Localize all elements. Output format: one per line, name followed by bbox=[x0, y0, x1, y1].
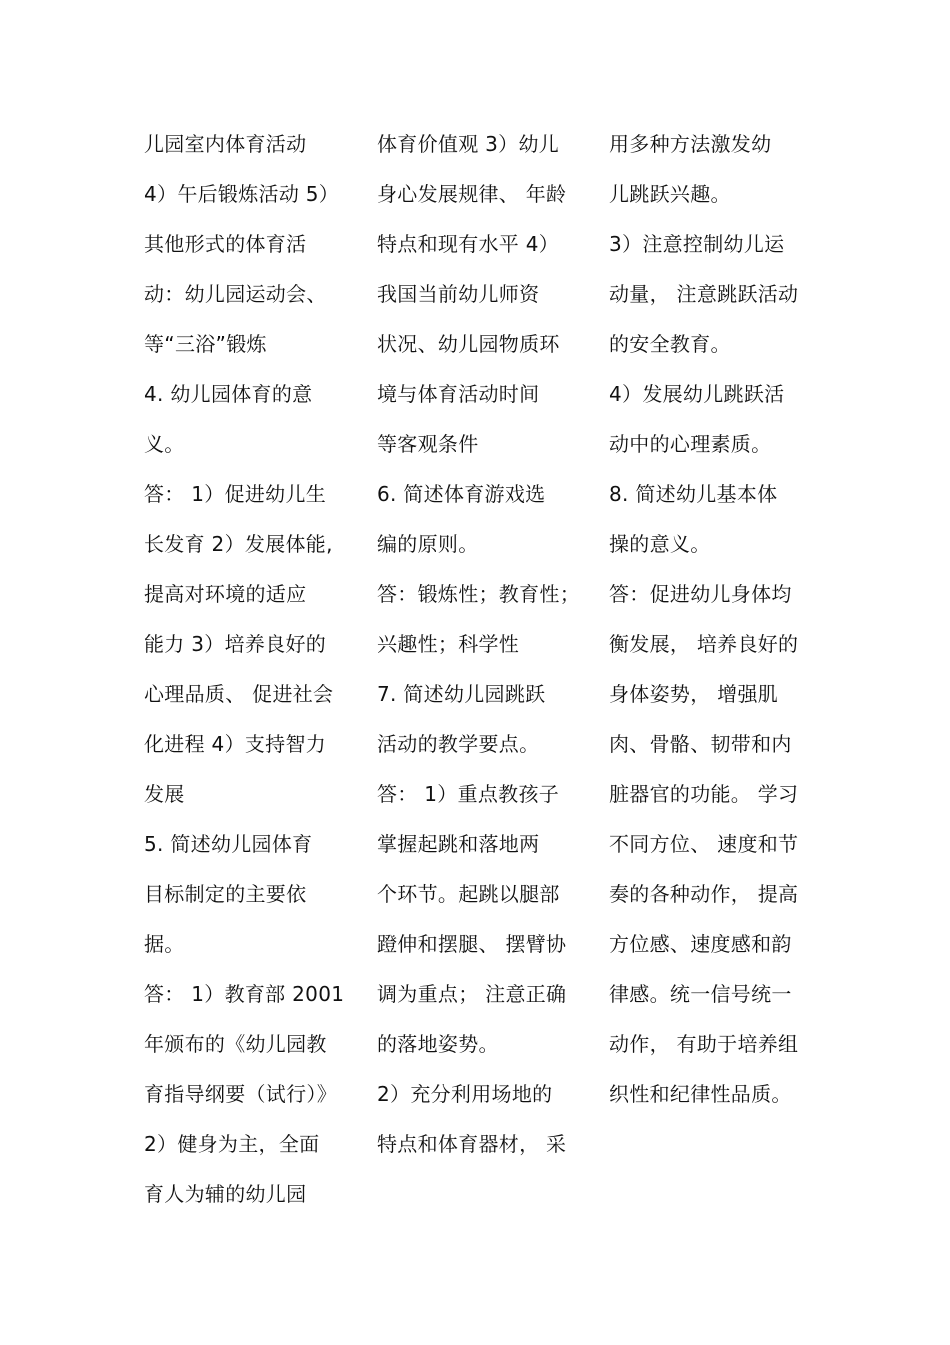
text-line: 身体姿势， 增强肌 bbox=[609, 682, 779, 706]
text-line: 脏器官的功能。 学习 bbox=[609, 782, 799, 806]
text-line: 律感。统一信号统一 bbox=[609, 982, 792, 1006]
text-line: 等“三浴”锻炼 bbox=[144, 332, 267, 356]
text-line: 答： 1）重点教孩子 bbox=[377, 782, 560, 806]
text-line: 儿跳跃兴趣。 bbox=[609, 182, 731, 206]
text-line: 体育价值观 3）幼儿 bbox=[377, 132, 560, 156]
text-line: 其他形式的体育活 bbox=[144, 232, 307, 256]
text-column-3 bbox=[609, 122, 814, 1122]
text-line: 育指导纲要（试行）》 bbox=[144, 1082, 337, 1106]
text-line: 肉、骨骼、韧带和内 bbox=[609, 732, 792, 756]
text-line: 兴趣性；科学性 bbox=[377, 632, 520, 656]
text-column-2 bbox=[377, 122, 582, 1172]
text-line: 掌握起跳和落地两 bbox=[377, 832, 540, 856]
text-line: 年颁布的《幼儿园教 bbox=[144, 1032, 327, 1056]
text-line: 活动的教学要点。 bbox=[377, 732, 540, 756]
text-line: 用多种方法激发幼 bbox=[609, 132, 772, 156]
text-line: 4. 幼儿园体育的意 bbox=[144, 382, 313, 406]
text-line: 目标制定的主要依 bbox=[144, 882, 307, 906]
text-line: 能力 3）培养良好的 bbox=[144, 632, 327, 656]
text-line: 织性和纪律性品质。 bbox=[609, 1082, 792, 1106]
text-line: 蹬伸和摆腿、 摆臂协 bbox=[377, 932, 567, 956]
text-line: 衡发展， 培养良好的 bbox=[609, 632, 799, 656]
text-line: 动中的心理素质。 bbox=[609, 432, 772, 456]
text-line: 奏的各种动作， 提高 bbox=[609, 882, 799, 906]
text-line: 动量， 注意跳跃活动 bbox=[609, 282, 799, 306]
text-line: 操的意义。 bbox=[609, 532, 711, 556]
text-line: 动：幼儿园运动会、 bbox=[144, 282, 327, 306]
text-line: 义。 bbox=[144, 432, 185, 456]
text-line: 提高对环境的适应 bbox=[144, 582, 307, 606]
text-line: 编的原则。 bbox=[377, 532, 479, 556]
text-line: 答： 1）促进幼儿生 bbox=[144, 482, 327, 506]
text-line: 心理品质、 促进社会 bbox=[144, 682, 334, 706]
text-line: 育人为辅的幼儿园 bbox=[144, 1182, 307, 1206]
text-line: 化进程 4）支持智力 bbox=[144, 732, 327, 756]
text-line: 4）午后锻炼活动 5） bbox=[144, 182, 340, 206]
text-line: 据。 bbox=[144, 932, 185, 956]
text-line: 等客观条件 bbox=[377, 432, 479, 456]
text-line: 身心发展规律、 年龄 bbox=[377, 182, 567, 206]
text-line: 调为重点； 注意正确 bbox=[377, 982, 567, 1006]
text-line: 答：锻炼性；教育性； bbox=[377, 582, 580, 606]
text-line: 8. 简述幼儿基本体 bbox=[609, 482, 778, 506]
text-line: 的落地姿势。 bbox=[377, 1032, 499, 1056]
text-line: 长发育 2）发展体能, bbox=[144, 532, 333, 556]
text-line: 境与体育活动时间 bbox=[377, 382, 540, 406]
text-line: 4）发展幼儿跳跃活 bbox=[609, 382, 785, 406]
text-line: 2）充分利用场地的 bbox=[377, 1082, 553, 1106]
text-line: 特点和现有水平 4） bbox=[377, 232, 560, 256]
text-line: 3）注意控制幼儿运 bbox=[609, 232, 785, 256]
text-line: 答：促进幼儿身体均 bbox=[609, 582, 792, 606]
text-line: 特点和体育器材， 采 bbox=[377, 1132, 567, 1156]
text-column-1 bbox=[144, 122, 349, 1222]
text-line: 状况、幼儿园物质环 bbox=[377, 332, 560, 356]
text-line: 动作， 有助于培养组 bbox=[609, 1032, 799, 1056]
text-line: 儿园室内体育活动 bbox=[144, 132, 307, 156]
text-line: 7. 简述幼儿园跳跃 bbox=[377, 682, 546, 706]
text-line: 发展 bbox=[144, 782, 185, 806]
text-line: 不同方位、 速度和节 bbox=[609, 832, 799, 856]
text-line: 个环节。起跳以腿部 bbox=[377, 882, 560, 906]
text-line: 5. 简述幼儿园体育 bbox=[144, 832, 313, 856]
text-line: 我国当前幼儿师资 bbox=[377, 282, 540, 306]
text-line: 的安全教育。 bbox=[609, 332, 731, 356]
text-line: 2）健身为主，全面 bbox=[144, 1132, 320, 1156]
text-line: 答： 1）教育部 2001 bbox=[144, 982, 345, 1006]
text-line: 6. 简述体育游戏选 bbox=[377, 482, 546, 506]
text-line: 方位感、速度感和韵 bbox=[609, 932, 792, 956]
